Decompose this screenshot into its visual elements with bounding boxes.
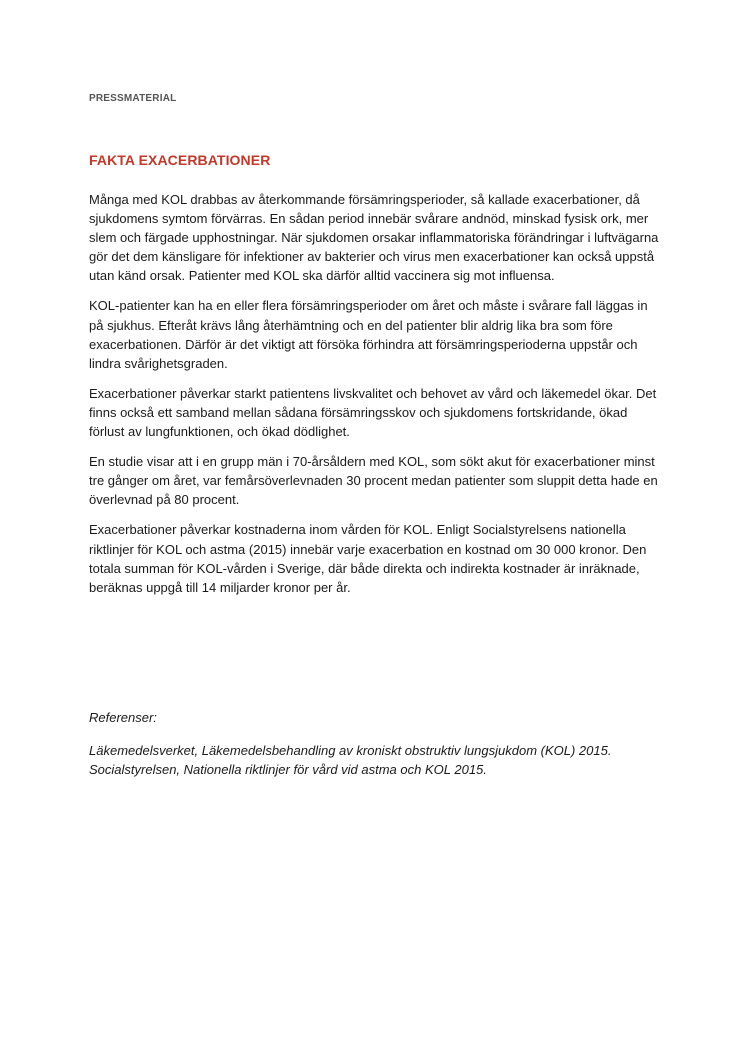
reference-item-2: Socialstyrelsen, Nationella riktlinjer för vård vid astma och KOL 2015. xyxy=(89,762,487,777)
document-body xyxy=(89,190,664,608)
references-heading: Referenser: xyxy=(89,710,157,725)
document-title: FAKTA EXACERBATIONER xyxy=(89,152,271,168)
body-paragraph-3: Exacerbationer påverkar starkt patientens livskvalitet och behovet av vård och läkemedel ökar. Det finns också ett samband mellan sådana försämringsskov och sjukdomens fortskridande, ökad förlust av lungfunktionen, och ökad dödlighet. xyxy=(89,385,657,440)
body-paragraph-4: En studie visar att i en grupp män i 70-årsåldern med KOL, som sökt akut för exacerbationer minst tre gånger om året, var femårsöverlevnaden 30 procent medan patienter som sluppit detta hade en överlevnad på 80 procent. xyxy=(89,454,658,508)
body-paragraph-2: KOL-patienter kan ha en eller flera försämringsperioder om året och måste i svårare fall läggas in på sjukhus. Efteråt krävs lång återhämtning och en del patienter blir aldrig lika bra som före exacerbationen. Därför är det viktigt att försöka förhindra att försämringsperioderna uppstår och lindra svårighetsgraden. xyxy=(89,298,648,371)
body-paragraph-1: Många med KOL drabbas av återkommande försämringsperioder, så kallade exacerbationer, då sjukdomens symtom förvärras. En sådan period innebär svårare andnöd, minskad fysisk ork, mer slem och färgade upphostningar. När sjukdomen orsakar inflammatoriska förändringar i luftvägarna gör det dem känsligare för infektioner av bakterier och virus men exacerbationer kan också uppstå utan känd orsak. Patienter med KOL ska därför alltid vaccinera sig mot influensa. xyxy=(89,192,659,284)
references-section xyxy=(89,708,664,779)
document-kicker: PRESSMATERIAL xyxy=(89,93,177,104)
body-paragraph-5: Exacerbationer påverkar kostnaderna inom vården för KOL. Enligt Socialstyrelsens nationella riktlinjer för KOL och astma (2015) innebär varje exacerbation en kostnad om 30 000 kronor. Den totala summan för KOL-vården i Sverige, där både direkta och indirekta kostnader är inräknade, beräknas uppgå till 14 miljarder kronor per år. xyxy=(89,522,647,595)
reference-item-1: Läkemedelsverket, Läkemedelsbehandling av kroniskt obstruktiv lungsjukdom (KOL) 2015. xyxy=(89,743,612,758)
